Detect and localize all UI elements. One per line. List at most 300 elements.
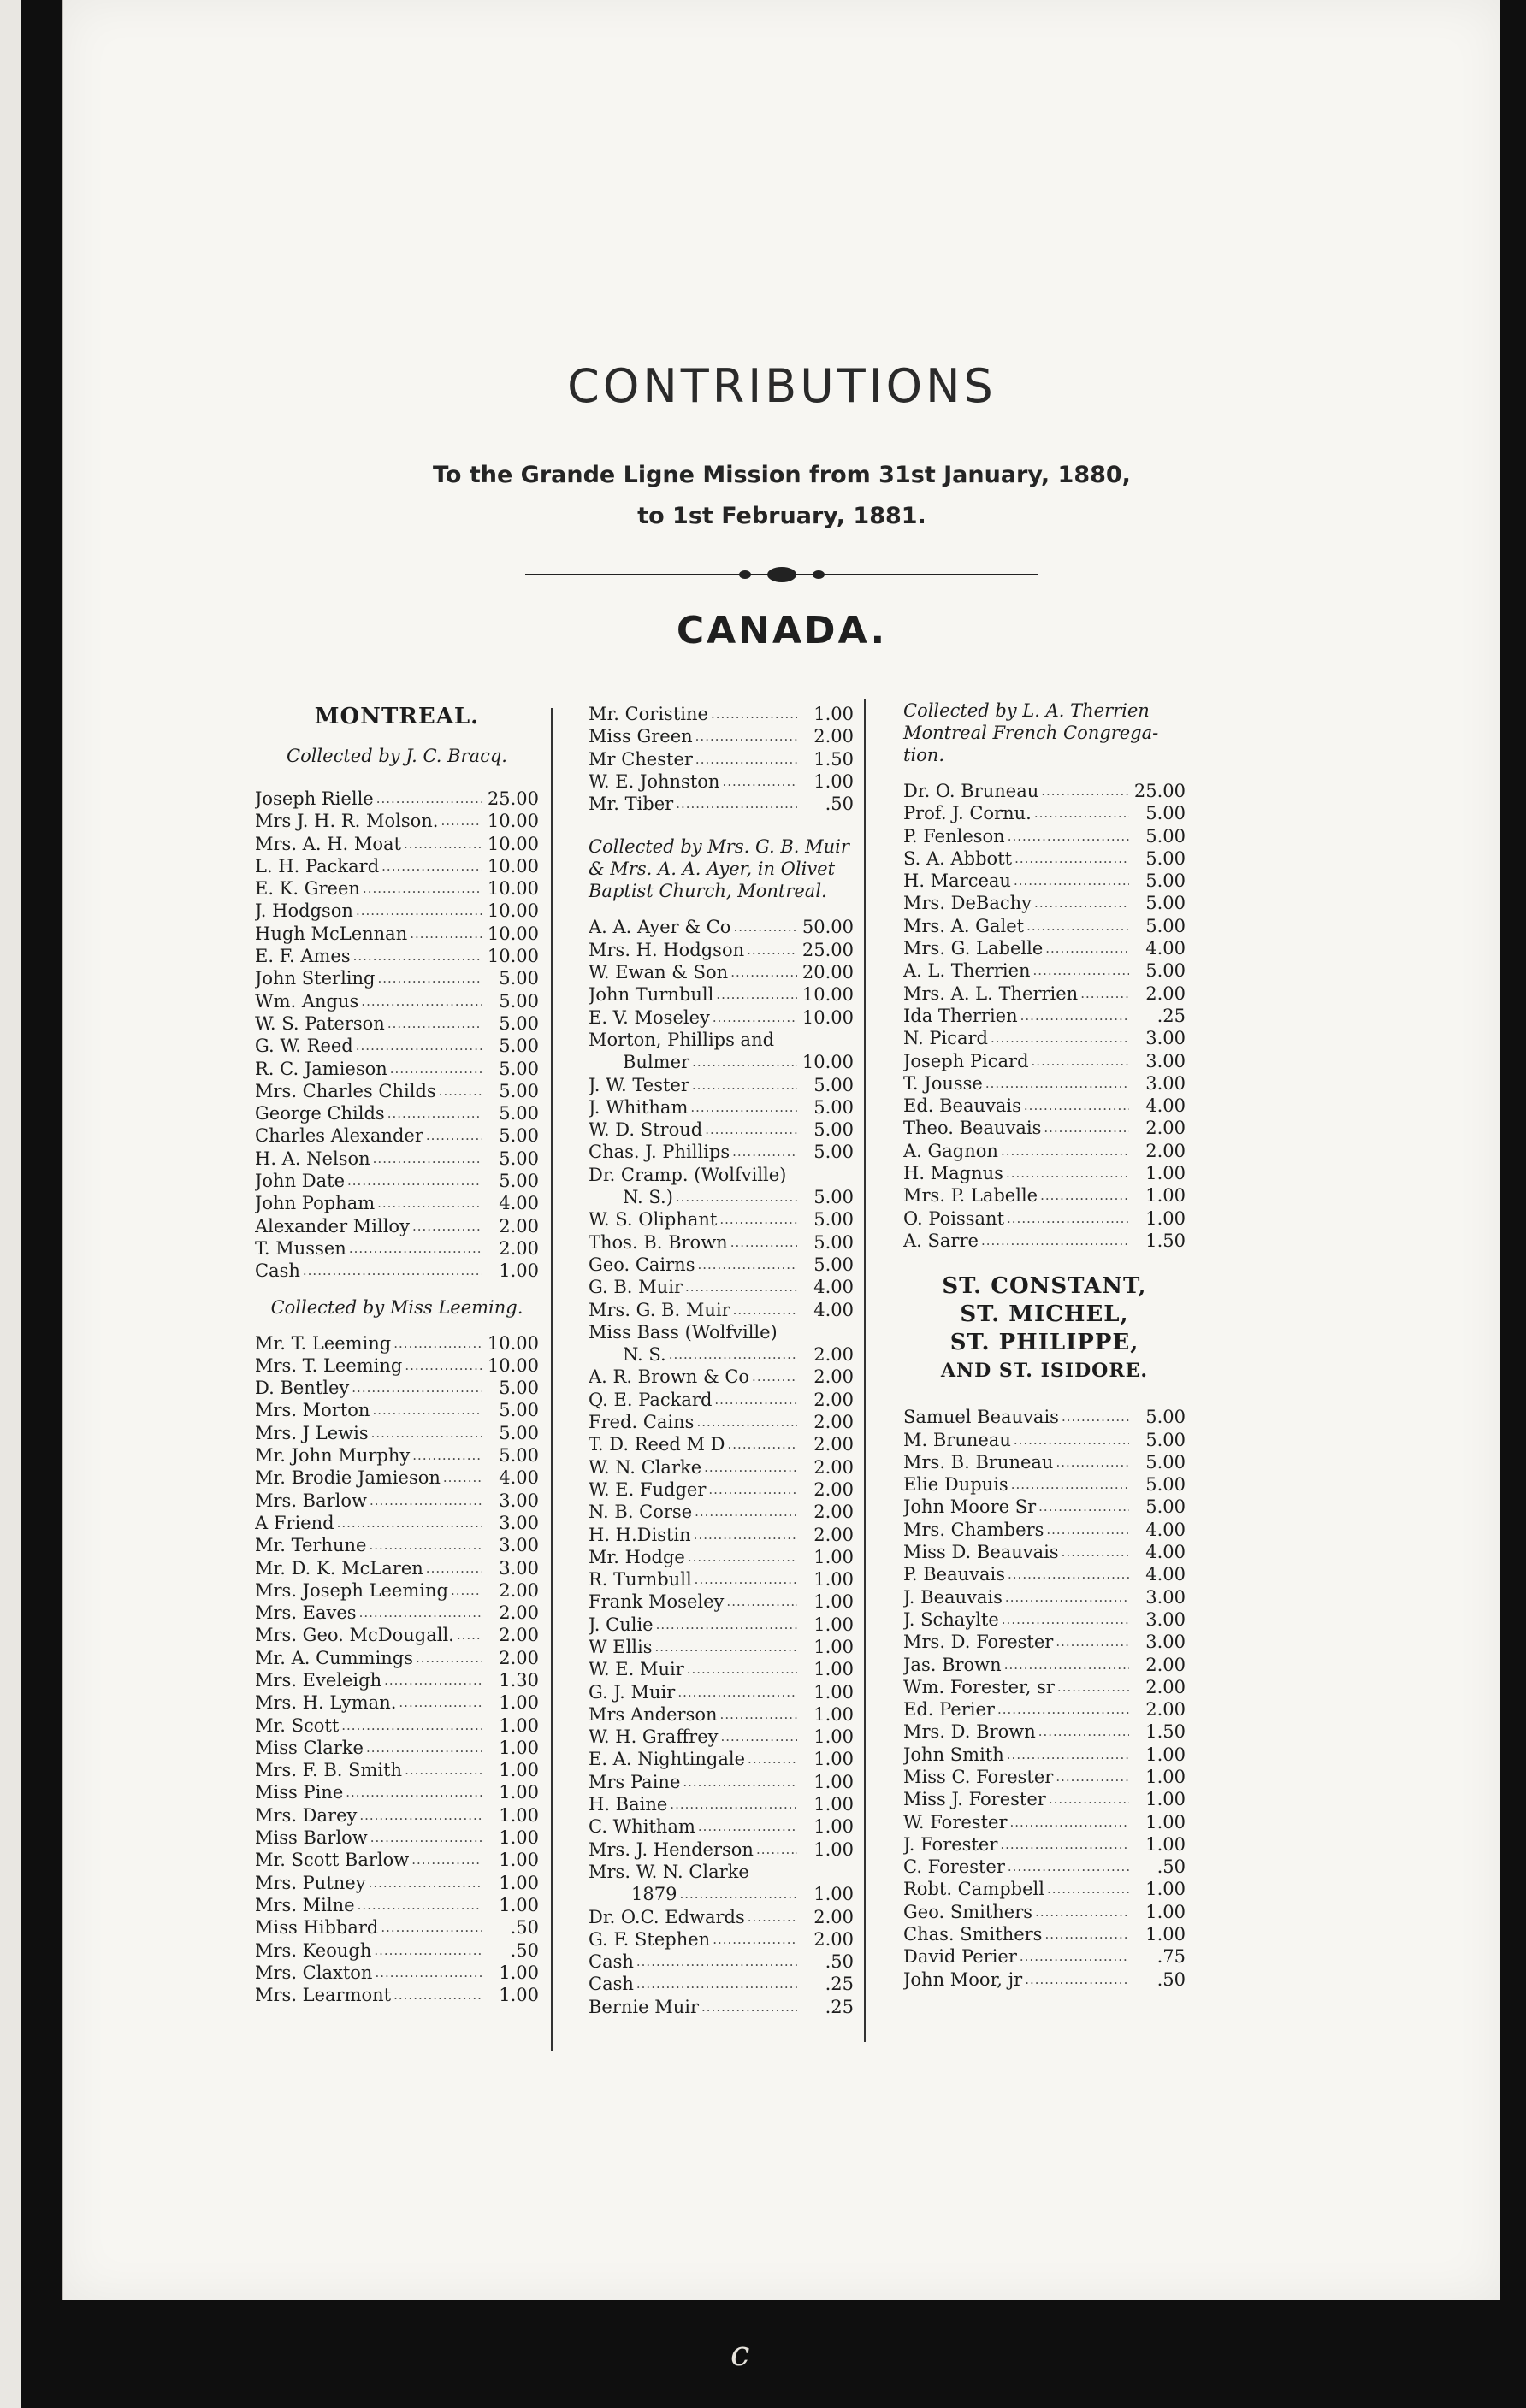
list-item xyxy=(903,1811,1186,1833)
contributor-name: Prof. J. Cornu. xyxy=(903,803,1032,824)
list-item xyxy=(903,1496,1186,1518)
contribution-amount: 10.00 xyxy=(487,811,539,832)
contribution-amount: 5.00 xyxy=(1145,847,1186,869)
contribution-amount: 1.00 xyxy=(813,1703,854,1725)
contribution-amount: 2.00 xyxy=(813,1928,854,1950)
list-item xyxy=(255,1124,539,1147)
list-item xyxy=(589,916,854,938)
list-item xyxy=(589,793,854,815)
contribution-amount: .50 xyxy=(825,1951,854,1973)
contribution-amount: 1.00 xyxy=(1145,1163,1186,1184)
contribution-amount: 1.50 xyxy=(813,748,854,770)
list-item xyxy=(589,1118,854,1141)
contribution-amount: 4.00 xyxy=(1145,938,1186,959)
list-item xyxy=(589,1389,854,1411)
contributor-name: Mrs. Eaves xyxy=(255,1602,357,1624)
contributor-name: W. E. Fudger xyxy=(589,1478,707,1500)
contributor-name: George Childs xyxy=(255,1103,385,1124)
list-item xyxy=(903,1608,1186,1631)
contributor-name: N. Picard xyxy=(903,1028,988,1049)
contributor-name: Jas. Brown xyxy=(903,1654,1002,1675)
contributor-name: Mrs. G. Labelle xyxy=(903,938,1044,959)
list-item xyxy=(255,1467,539,1489)
list-item xyxy=(255,1916,539,1939)
list-item xyxy=(255,1894,539,1916)
contribution-amount: 10.00 xyxy=(487,946,539,967)
list-item xyxy=(903,1720,1186,1743)
list-item xyxy=(255,1102,539,1124)
contributor-name: O. Poissant xyxy=(903,1207,1005,1229)
contributor-name: Thos. B. Brown xyxy=(589,1231,728,1253)
contributor-name: Elie Dupuis xyxy=(903,1474,1008,1496)
list-item xyxy=(589,1591,854,1613)
contributor-name: Mrs. Geo. McDougall. xyxy=(255,1625,454,1646)
list-item xyxy=(589,1276,854,1298)
list-item xyxy=(589,1433,854,1455)
document-page xyxy=(62,0,1500,2374)
contribution-amount: 2.00 xyxy=(813,1456,854,1478)
list-item xyxy=(589,1254,854,1276)
contribution-amount: 1.00 xyxy=(499,1962,539,1983)
list-item xyxy=(589,1636,854,1658)
contribution-amount: 1.00 xyxy=(499,1760,539,1781)
list-item xyxy=(903,959,1186,982)
list-item xyxy=(589,1456,854,1478)
list-item xyxy=(903,1519,1186,1541)
contribution-amount: 5.00 xyxy=(1145,1474,1186,1496)
contribution-amount: 5.00 xyxy=(813,1231,854,1253)
contributor-name: Dr. O.C. Edwards xyxy=(589,1906,745,1927)
contributor-name: Samuel Beauvais xyxy=(903,1407,1059,1428)
contribution-list-olivet-d xyxy=(589,1366,854,1861)
contribution-amount: 10.00 xyxy=(487,900,539,922)
contributor-name: Ed. Beauvais xyxy=(903,1095,1021,1117)
contributor-name: A. Gagnon xyxy=(903,1140,998,1161)
contribution-amount: 2.00 xyxy=(499,1602,539,1624)
contributor-name: R. C. Jamieson xyxy=(255,1058,387,1079)
list-item xyxy=(589,1366,854,1388)
contribution-amount: 2.00 xyxy=(813,1389,854,1410)
list-item xyxy=(255,1984,539,2006)
contributor-name: C. Forester xyxy=(903,1856,1005,1878)
list-item xyxy=(589,1815,854,1838)
contribution-amount: .25 xyxy=(825,1996,854,2017)
contributor-name: Hugh McLennan xyxy=(255,923,408,944)
contribution-amount: 5.00 xyxy=(499,1378,539,1399)
contributor-name: W. Ewan & Son xyxy=(589,962,729,983)
contributor-name: Mrs. D. Forester xyxy=(903,1632,1054,1653)
contributor-name: Mrs. G. B. Muir xyxy=(589,1299,730,1320)
section-heading-st-philippe: ST. PHILIPPE, xyxy=(949,1330,1139,1356)
list-item xyxy=(589,1928,854,1951)
list-item xyxy=(255,788,539,810)
contribution-amount: 20.00 xyxy=(801,962,854,983)
contribution-amount: 5.00 xyxy=(499,1012,539,1034)
list-item xyxy=(903,915,1186,937)
contribution-amount: 50.00 xyxy=(801,917,854,938)
contribution-amount: 2.00 xyxy=(499,1625,539,1646)
contribution-amount: 1.00 xyxy=(813,1838,854,1860)
contribution-amount: 5.00 xyxy=(813,1142,854,1163)
contributor-name: Ed. Perier xyxy=(903,1699,995,1720)
contributor-name: N. B. Corse xyxy=(589,1502,693,1523)
contributor-name: Chas. J. Phillips xyxy=(589,1142,730,1163)
contributor-name: L. H. Packard xyxy=(255,855,380,876)
contribution-amount: 4.00 xyxy=(813,1299,854,1320)
contribution-amount: 3.00 xyxy=(1145,1072,1186,1094)
list-item xyxy=(589,1838,854,1861)
list-item xyxy=(589,1546,854,1568)
contributor-name: Cash xyxy=(255,1260,300,1282)
contribution-amount: 5.00 xyxy=(813,1209,854,1231)
list-item xyxy=(255,1781,539,1803)
contributor-name: Mrs. A. Galet xyxy=(903,915,1025,936)
contributor-name: J. Forester xyxy=(903,1833,998,1855)
list-item xyxy=(255,1804,539,1827)
list-item xyxy=(903,1586,1186,1608)
contributor-name: J. Hodgson xyxy=(255,900,353,922)
contributor-name: Frank Moseley xyxy=(589,1591,725,1613)
contributor-name: J. Schaylte xyxy=(903,1608,999,1630)
list-item xyxy=(255,923,539,945)
list-item xyxy=(903,1766,1186,1788)
contribution-amount: 1.00 xyxy=(1145,1789,1186,1810)
contribution-amount: 3.00 xyxy=(1145,1050,1186,1071)
contribution-amount: 5.00 xyxy=(499,1445,539,1467)
collector-therrien-line-1: Collected by L. A. Therrien xyxy=(903,700,1150,721)
list-item xyxy=(589,1074,854,1096)
collector-therrien-line-3: tion. xyxy=(903,745,944,765)
contribution-amount: 2.00 xyxy=(1145,983,1186,1004)
contribution-amount: 4.00 xyxy=(1145,1095,1186,1117)
contribution-amount: 1.50 xyxy=(1145,1230,1186,1251)
list-item xyxy=(255,900,539,922)
contribution-list-olivet-c xyxy=(589,1208,854,1320)
contribution-amount: 5.00 xyxy=(1145,915,1186,936)
contribution-amount: 2.00 xyxy=(1145,1699,1186,1720)
list-item xyxy=(903,1631,1186,1653)
contributor-name: A. A. Ayer & Co xyxy=(589,917,731,938)
contribution-amount: 2.00 xyxy=(813,726,854,747)
list-item xyxy=(255,1237,539,1260)
contribution-amount: 4.00 xyxy=(1145,1519,1186,1540)
contribution-amount: 1.00 xyxy=(499,1985,539,2006)
contributor-name: Dr. O. Bruneau xyxy=(903,781,1039,801)
list-item xyxy=(903,1698,1186,1720)
list-item xyxy=(255,1962,539,1984)
contributor-name: John Popham xyxy=(255,1193,376,1214)
contributor-name: Mrs. F. B. Smith xyxy=(255,1760,403,1781)
collector-muir-ayer-line-1: Collected by Mrs. G. B. Muir xyxy=(589,836,849,858)
contribution-amount: 5.00 xyxy=(1145,803,1186,824)
contribution-amount: 3.00 xyxy=(499,1535,539,1556)
contributor-name: John Sterling xyxy=(255,968,376,989)
contribution-amount: 1.00 xyxy=(1145,1185,1186,1207)
contribution-amount: .50 xyxy=(510,1939,539,1961)
contributor-name: H. A. Nelson xyxy=(255,1148,370,1169)
contributor-name: John Smith xyxy=(903,1744,1004,1765)
contributor-name: Joseph Rielle xyxy=(255,788,374,809)
contribution-amount: 1.00 xyxy=(499,1850,539,1871)
list-item xyxy=(255,1534,539,1556)
list-item xyxy=(255,1444,539,1467)
contribution-amount: 3.00 xyxy=(499,1512,539,1533)
subtitle-line-2: to 1st February, 1881. xyxy=(637,503,926,529)
contribution-amount: .50 xyxy=(510,1917,539,1939)
contributor-name: Mr. Scott Barlow xyxy=(255,1850,410,1871)
contribution-amount: 5.00 xyxy=(813,1254,854,1275)
collector-muir-ayer-line-3: Baptist Church, Montreal. xyxy=(589,881,827,902)
list-item xyxy=(589,961,854,983)
contribution-amount: 3.00 xyxy=(1145,1608,1186,1630)
list-item xyxy=(589,1681,854,1703)
contributor-name: Miss Pine xyxy=(255,1782,344,1803)
list-item xyxy=(255,1490,539,1512)
facing-page-edge xyxy=(0,0,21,2408)
contributor-name: G. W. Reed xyxy=(255,1036,353,1057)
list-item xyxy=(903,1833,1186,1856)
list-item xyxy=(255,945,539,967)
contributor-name: Mr. Tiber xyxy=(589,794,674,815)
list-item: Morton, Phillips and xyxy=(589,1029,775,1050)
list-item xyxy=(903,1207,1186,1230)
contribution-list-bracq xyxy=(255,788,539,1283)
list-item xyxy=(255,1422,539,1444)
contributor-name: M. Bruneau xyxy=(903,1429,1011,1450)
contribution-amount: 25.00 xyxy=(801,939,854,960)
list-item xyxy=(255,833,539,855)
contribution-amount: 10.00 xyxy=(487,923,539,944)
list-item xyxy=(903,1072,1186,1095)
list-item: N. S.) ..... 5.00 xyxy=(589,1186,854,1208)
contribution-amount: 5.00 xyxy=(1145,1429,1186,1450)
contributor-name: T. Jousse xyxy=(903,1072,983,1094)
contribution-amount: 1.00 xyxy=(813,1681,854,1703)
contribution-amount: 1.50 xyxy=(1145,1721,1186,1743)
contributor-name: J. Whitham xyxy=(589,1096,689,1118)
contribution-amount: 3.00 xyxy=(499,1490,539,1511)
contribution-amount: 1.00 xyxy=(813,1726,854,1748)
contributor-name: W. H. Graffrey xyxy=(589,1726,719,1748)
contribution-amount: 3.00 xyxy=(499,1557,539,1579)
list-item xyxy=(589,1906,854,1928)
list-item: N. S. ..... 2.00 xyxy=(589,1343,854,1366)
contributor-name: A. R. Brown & Co xyxy=(589,1366,750,1388)
contributor-name: Geo. Smithers xyxy=(903,1901,1033,1922)
contribution-amount: 5.00 xyxy=(499,1148,539,1169)
list-item: Mrs. W. N. Clarke xyxy=(589,1861,749,1882)
list-item xyxy=(255,1399,539,1421)
column-2 xyxy=(589,703,854,2018)
contribution-list-leeming xyxy=(255,1332,539,2007)
column-divider-2 xyxy=(864,699,866,2042)
contribution-amount: 25.00 xyxy=(487,788,539,809)
contributor-name: Mrs J. H. R. Molson. xyxy=(255,811,439,832)
collector-leeming: Collected by Miss Leeming. xyxy=(270,1296,523,1318)
list-item xyxy=(903,1429,1186,1451)
contributor-name: David Perier xyxy=(903,1946,1017,1968)
contribution-amount: 4.00 xyxy=(499,1467,539,1489)
contribution-amount: 2.00 xyxy=(813,1478,854,1500)
list-item xyxy=(903,1140,1186,1162)
list-item xyxy=(255,1012,539,1035)
contributor-name: T. D. Reed M D xyxy=(589,1434,725,1455)
contribution-amount: 4.00 xyxy=(813,1277,854,1298)
section-heading-st-constant: ST. CONSTANT, xyxy=(942,1273,1147,1300)
list-item xyxy=(255,1939,539,1962)
contributor-name: Mrs. J. Henderson xyxy=(589,1838,754,1860)
contribution-list-olivet-e xyxy=(589,1906,854,2018)
list-item xyxy=(255,1872,539,1894)
list-item: Miss Bass (Wolfville) xyxy=(589,1321,778,1343)
country-heading: CANADA. xyxy=(676,609,888,652)
contribution-amount: 1.30 xyxy=(499,1669,539,1691)
list-item xyxy=(903,1856,1186,1878)
list-item xyxy=(255,1691,539,1714)
list-item xyxy=(255,1669,539,1691)
contribution-list-olivet-a xyxy=(589,916,854,1028)
list-item xyxy=(903,983,1186,1005)
contributor-name: Mrs Anderson xyxy=(589,1703,718,1725)
contributor-name: Mrs. Putney xyxy=(255,1872,366,1893)
contribution-amount: 5.00 xyxy=(1145,960,1186,982)
contribution-amount: 1.00 xyxy=(499,1782,539,1803)
list-item xyxy=(589,1411,854,1433)
list-item xyxy=(903,1050,1186,1072)
contributor-name: John Date xyxy=(255,1171,346,1192)
contributor-name: Charles Alexander xyxy=(255,1125,423,1147)
list-item xyxy=(903,780,1186,802)
contribution-amount: 1.00 xyxy=(499,1872,539,1893)
contribution-amount: 1.00 xyxy=(813,1816,854,1838)
contributor-name: A. Sarre xyxy=(903,1230,979,1251)
contributor-name: H. Magnus xyxy=(903,1163,1003,1184)
contributor-name: E. F. Ames xyxy=(255,946,351,967)
list-item xyxy=(589,1568,854,1591)
contribution-amount: 4.00 xyxy=(1145,1564,1186,1585)
contribution-amount: 2.00 xyxy=(499,1579,539,1601)
list-item xyxy=(589,1726,854,1748)
contribution-amount: 2.00 xyxy=(1145,1654,1186,1675)
list-item xyxy=(255,1215,539,1237)
contributor-name: H. H.Distin xyxy=(589,1524,691,1545)
contribution-amount: .25 xyxy=(825,1974,854,1995)
list-item xyxy=(589,1748,854,1770)
list-item xyxy=(255,810,539,832)
contributor-name: H. Baine xyxy=(589,1794,668,1815)
contribution-amount: 4.00 xyxy=(499,1193,539,1214)
contributor-name: Mrs. J Lewis xyxy=(255,1422,369,1443)
contributor-name: W Ellis xyxy=(589,1636,653,1657)
section-heading-st-isidore: AND ST. ISIDORE. xyxy=(940,1360,1149,1383)
contribution-list-montreal-cont xyxy=(589,703,854,815)
contribution-amount: 3.00 xyxy=(1145,1632,1186,1653)
list-item xyxy=(903,1027,1186,1049)
list-item xyxy=(589,1793,854,1815)
contribution-amount: 1.00 xyxy=(813,1591,854,1613)
contribution-amount: 5.00 xyxy=(1145,871,1186,892)
contributor-name: J. W. Tester xyxy=(589,1074,689,1095)
list-item xyxy=(903,1923,1186,1945)
contributor-name: E. A. Nightingale xyxy=(589,1749,746,1770)
contribution-amount: 5.00 xyxy=(1145,1451,1186,1473)
contributor-name: Miss Hibbard xyxy=(255,1917,379,1939)
contribution-amount: 1.00 xyxy=(1145,1924,1186,1945)
contribution-amount: 5.00 xyxy=(813,1119,854,1141)
contribution-amount: 5.00 xyxy=(499,1036,539,1057)
contribution-amount: .50 xyxy=(1156,1856,1186,1878)
contribution-amount: 5.00 xyxy=(1145,825,1186,847)
contributor-name: Mr. D. K. McLaren xyxy=(255,1557,423,1579)
contributor-name: Cash xyxy=(589,1951,634,1973)
list-item xyxy=(589,1096,854,1118)
column-divider-1 xyxy=(551,708,553,2051)
contributor-name: J. Culie xyxy=(589,1614,654,1635)
contributor-name: R. Turnbull xyxy=(589,1569,692,1591)
contribution-amount: 5.00 xyxy=(499,1058,539,1079)
contribution-amount: 2.00 xyxy=(499,1237,539,1259)
list-item xyxy=(255,1035,539,1057)
contribution-amount: .25 xyxy=(1156,1005,1186,1026)
list-item xyxy=(255,1192,539,1214)
contribution-amount: 1.00 xyxy=(813,1569,854,1591)
list-item xyxy=(903,1451,1186,1473)
collector-bracq: Collected by J. C. Bracq. xyxy=(287,746,507,766)
contributor-name: Miss Green xyxy=(589,726,693,747)
contribution-amount: 1.00 xyxy=(1145,1901,1186,1922)
list-item xyxy=(903,870,1186,892)
list-item: 1879 ..... 1.00 xyxy=(589,1883,854,1905)
contributor-name: Mrs. Claxton xyxy=(255,1962,373,1983)
contribution-amount: 2.00 xyxy=(1145,1140,1186,1161)
contribution-amount: 4.00 xyxy=(1145,1542,1186,1563)
contributor-name: J. Beauvais xyxy=(903,1586,1003,1608)
list-item xyxy=(255,1602,539,1624)
contributor-name: P. Fenleson xyxy=(903,825,1005,847)
contribution-amount: 5.00 xyxy=(1145,1407,1186,1428)
contributor-name: Bernie Muir xyxy=(589,1996,700,2017)
list-item xyxy=(589,1208,854,1231)
contributor-name: Mrs. A. H. Moat xyxy=(255,833,401,854)
page-mark: c xyxy=(730,2334,750,2374)
contribution-amount: 2.00 xyxy=(499,1215,539,1236)
contribution-amount: 1.00 xyxy=(499,1827,539,1849)
contribution-amount: 2.00 xyxy=(813,1524,854,1545)
contributor-name: Alexander Milloy xyxy=(255,1215,410,1236)
contributor-name: Wm. Angus xyxy=(255,990,359,1012)
list-item xyxy=(255,1058,539,1080)
list-item xyxy=(589,1658,854,1680)
list-item xyxy=(255,1512,539,1534)
list-item xyxy=(255,1737,539,1759)
contributor-name: Mr. Scott xyxy=(255,1715,340,1736)
list-item xyxy=(903,1406,1186,1428)
contributor-name: W. Forester xyxy=(903,1811,1008,1833)
list-item xyxy=(255,855,539,877)
list-item xyxy=(589,1614,854,1636)
contributor-name: T. Mussen xyxy=(255,1237,346,1259)
list-item xyxy=(589,748,854,770)
list-item xyxy=(255,877,539,900)
contributor-name: Mrs. Charles Childs xyxy=(255,1080,436,1101)
contribution-amount: 2.00 xyxy=(1145,1676,1186,1697)
contribution-amount: 5.00 xyxy=(813,1074,854,1095)
contribution-amount: 2.00 xyxy=(1145,1118,1186,1139)
contribution-amount: 1.00 xyxy=(813,1614,854,1635)
contribution-amount: 25.00 xyxy=(1133,781,1186,801)
list-item xyxy=(589,1771,854,1793)
contributor-name: G. J. Muir xyxy=(589,1681,676,1703)
